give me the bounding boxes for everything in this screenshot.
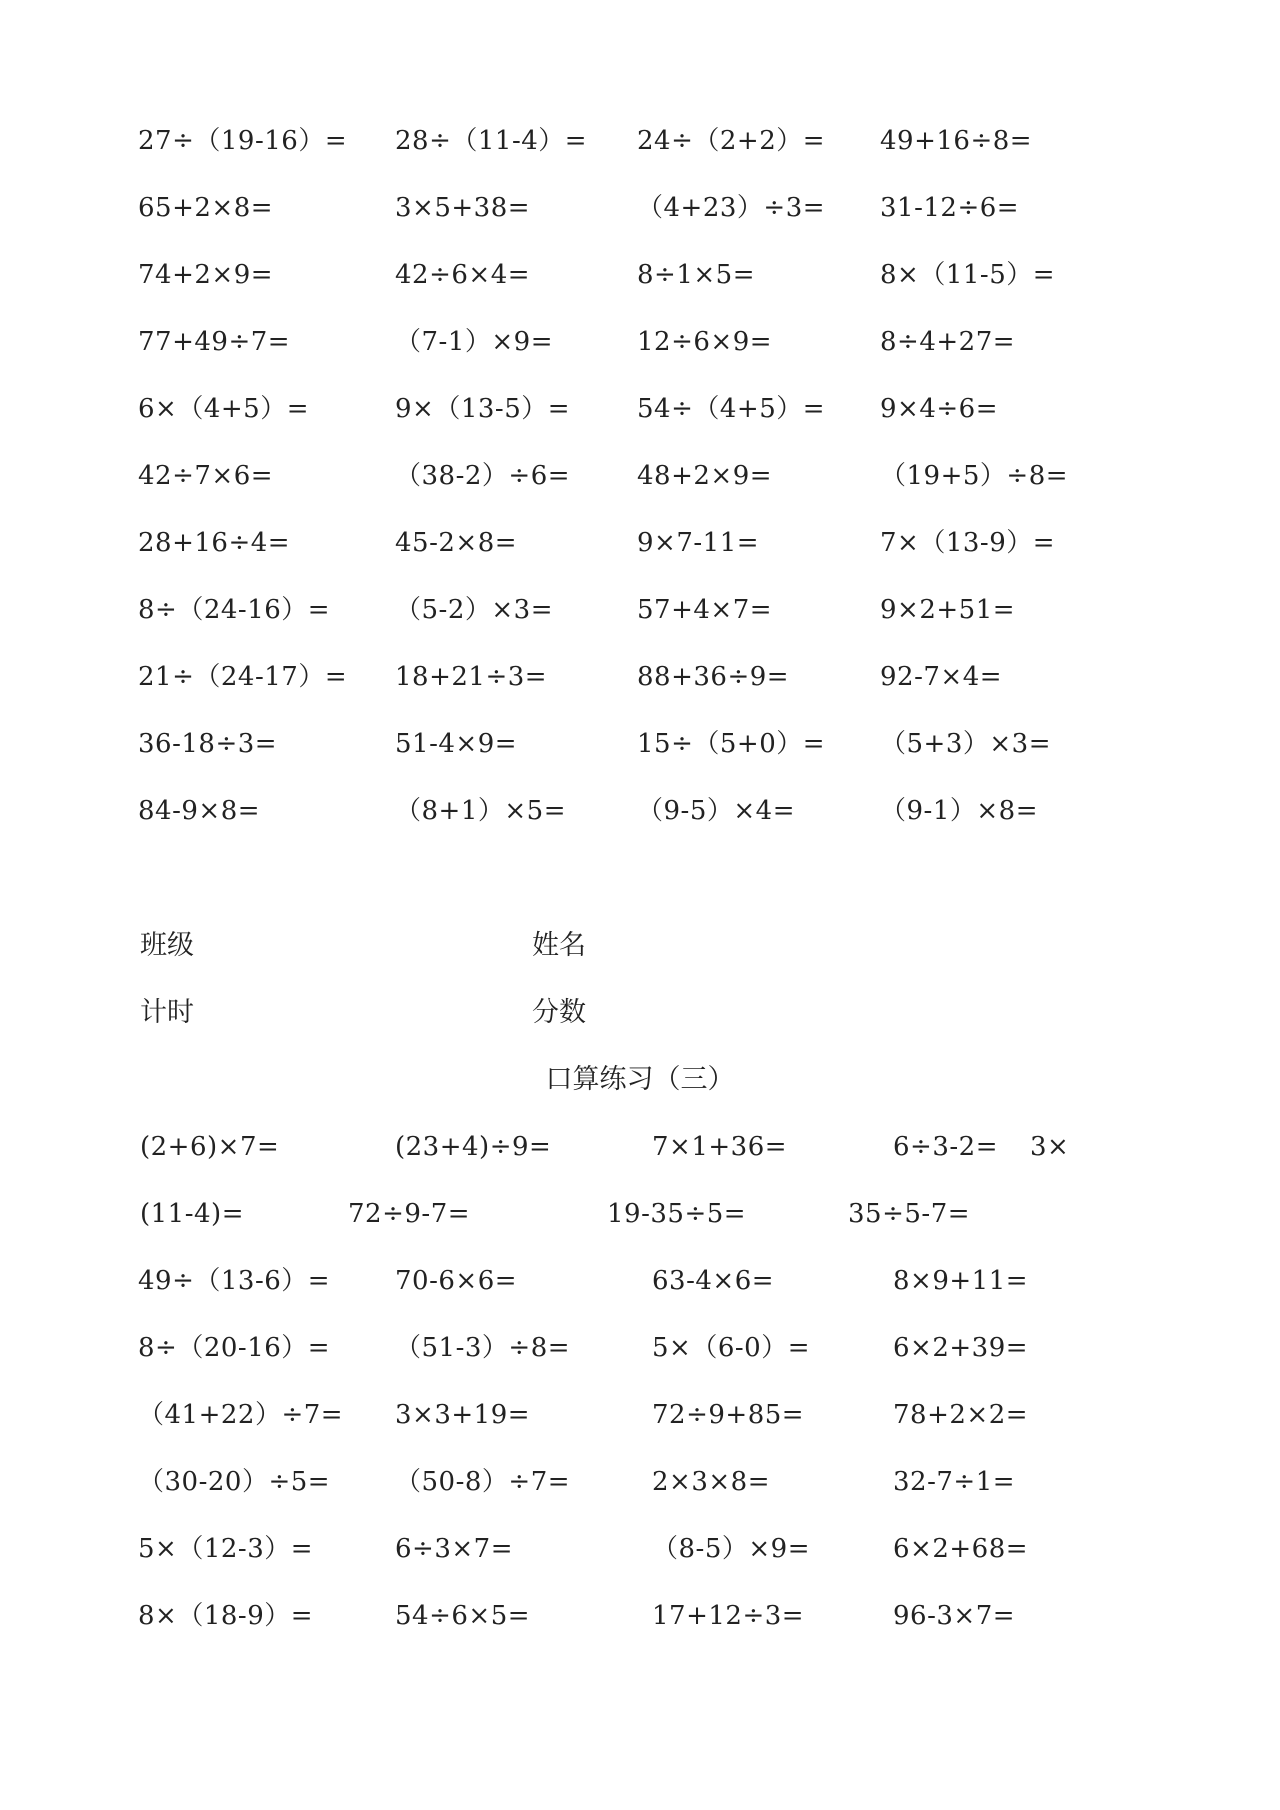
problem: 15÷（5+0）= [637,729,826,759]
timer-label: 计时 [140,997,194,1028]
problem: 21÷（24-17）= [138,662,348,692]
problem: 24÷（2+2）= [637,126,826,156]
problem: 6÷3×7= [395,1534,513,1564]
problem: （38-2）÷6= [395,461,571,491]
problem-row [0,590,1280,630]
problem-row [0,1261,1280,1301]
problem: 42÷7×6= [138,461,274,491]
problem: 32-7÷1= [893,1467,1016,1497]
problem: 5×（6-0）= [652,1333,810,1363]
problem: （8-5）×9= [652,1534,810,1564]
problem: 54÷6×5= [395,1601,531,1631]
problem: 8×9+11= [893,1266,1029,1296]
problem-row [0,188,1280,228]
problem: 5×（12-3）= [138,1534,314,1564]
worksheet-title: 口算练习（三） [545,1064,735,1095]
problem: 3×5+38= [395,193,531,223]
problem: （9-5）×4= [637,796,795,826]
problem: 36-18÷3= [138,729,278,759]
problem: 63-4×6= [652,1266,775,1296]
problem: 74+2×9= [138,260,274,290]
problem: (23+4)÷9= [395,1132,552,1162]
problem: 84-9×8= [138,796,261,826]
class-label: 班级 [140,930,194,961]
problem: 54÷（4+5）= [637,394,826,424]
problem: 7×1+36= [652,1132,788,1162]
problem-row [0,1596,1280,1636]
problem: （5+3）×3= [880,729,1051,759]
problem: 6÷3-2= [893,1132,998,1162]
problem: 48+2×9= [637,461,773,491]
problem: 49+16÷8= [880,126,1033,156]
problem: 8÷1×5= [637,260,755,290]
problem: 31-12÷6= [880,193,1020,223]
problem: 18+21÷3= [395,662,548,692]
problem-row [0,1529,1280,1569]
problem: 27÷（19-16）= [138,126,348,156]
problem: (11-4)= [140,1199,244,1229]
problem: 51-4×9= [395,729,518,759]
problem: （19+5）÷8= [880,461,1069,491]
problem-row [0,322,1280,362]
problem: 9×4÷6= [880,394,998,424]
problem: （41+22）÷7= [138,1400,344,1430]
problem: 8÷4+27= [880,327,1016,357]
problem: 12÷6×9= [637,327,773,357]
problem: 72÷9-7= [348,1199,471,1229]
problem-row [0,1127,1280,1167]
problem: 8×（11-5）= [880,260,1056,290]
problem: 8×（18-9）= [138,1601,314,1631]
problem: 19-35÷5= [607,1199,747,1229]
problem: （51-3）÷8= [395,1333,571,1363]
problem-row [0,724,1280,764]
problem: 6×2+68= [893,1534,1029,1564]
problem-row [0,255,1280,295]
problem: （30-20）÷5= [138,1467,331,1497]
problem: 72÷9+85= [652,1400,805,1430]
problem: 9×2+51= [880,595,1016,625]
problem: 6×2+39= [893,1333,1029,1363]
problem: 92-7×4= [880,662,1003,692]
problem: 8÷（24-16）= [138,595,331,625]
problem: 9×（13-5）= [395,394,571,424]
name-label: 姓名 [532,930,586,961]
problem: 6×（4+5）= [138,394,309,424]
problem: 70-6×6= [395,1266,518,1296]
problem: 45-2×8= [395,528,518,558]
problem: 65+2×8= [138,193,274,223]
problem: （5-2）×3= [395,595,553,625]
problem: （50-8）÷7= [395,1467,571,1497]
problem-row [0,1328,1280,1368]
problem: 2×3×8= [652,1467,770,1497]
problem: 9×7-11= [637,528,760,558]
problem: （8+1）×5= [395,796,566,826]
problem: 88+36÷9= [637,662,790,692]
problem-row [0,523,1280,563]
problem: 42÷6×4= [395,260,531,290]
problem-row [0,791,1280,831]
problem: 49÷（13-6）= [138,1266,331,1296]
problem: 28+16÷4= [138,528,291,558]
problem-row [0,1194,1280,1234]
problem: 17+12÷3= [652,1601,805,1631]
problem: 35÷5-7= [848,1199,971,1229]
problem: 7×（13-9）= [880,528,1056,558]
problem: 8÷（20-16）= [138,1333,331,1363]
problem-row [0,1462,1280,1502]
problem: （7-1）×9= [395,327,553,357]
problem-row [0,657,1280,697]
problem: (2+6)×7= [140,1132,280,1162]
problem: 78+2×2= [893,1400,1029,1430]
problem-row [0,121,1280,161]
score-label: 分数 [532,997,586,1028]
problem: （4+23）÷3= [637,193,826,223]
problem-row [0,456,1280,496]
problem: 28÷（11-4）= [395,126,588,156]
problem: 96-3×7= [893,1601,1016,1631]
problem: 3×3+19= [395,1400,531,1430]
problem: 57+4×7= [637,595,773,625]
problem: （9-1）×8= [880,796,1038,826]
problem-row [0,1395,1280,1435]
problem: 3× [1030,1132,1070,1162]
problem-row [0,389,1280,429]
problem: 77+49÷7= [138,327,291,357]
